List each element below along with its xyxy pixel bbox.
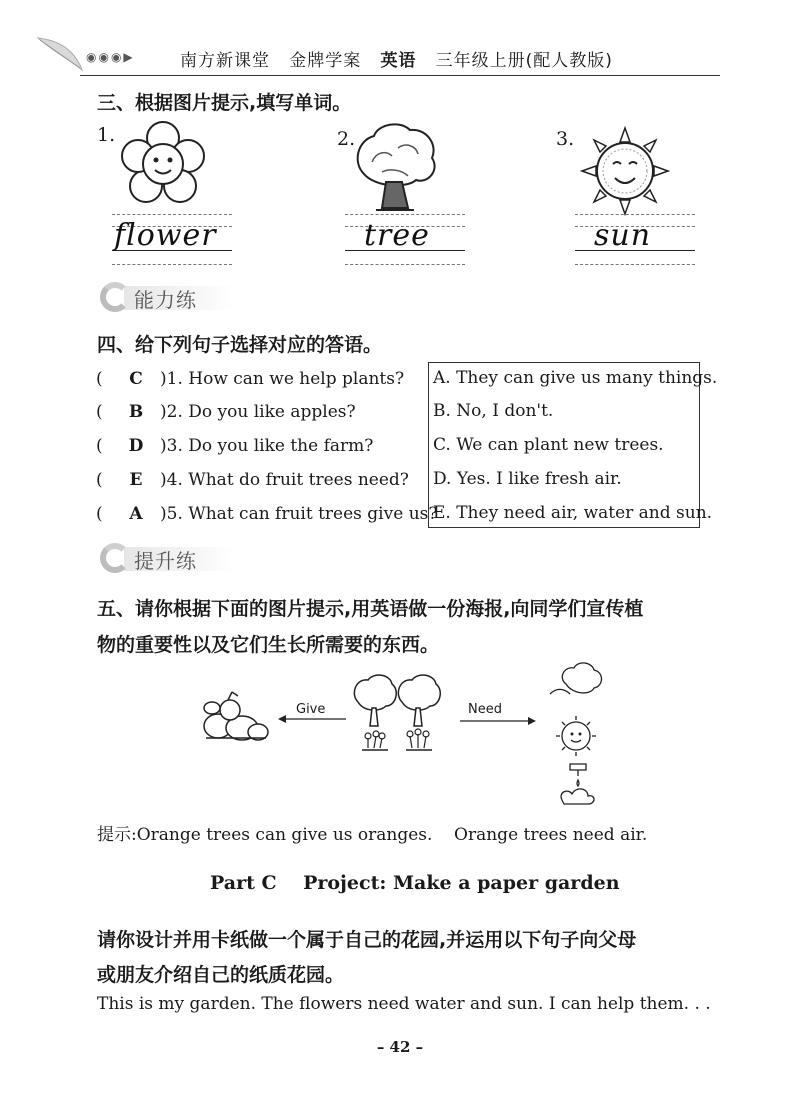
header-dots-icon: ◉◉◉▶ (86, 50, 135, 64)
section5-line2: 物的重要性以及它们生长所需要的东西。 (97, 634, 440, 656)
flower-icon (118, 120, 208, 210)
question-text: )5. What can fruit trees give us? (160, 504, 438, 524)
option-a: A. They can give us many things. (433, 368, 718, 388)
item3-number: 3. (556, 128, 575, 150)
question-row: ( D )3. Do you like the farm? (96, 436, 374, 456)
question-row: ( C )1. How can we help plants? (96, 369, 405, 389)
need-label: Need (468, 702, 502, 717)
question-answer: D (128, 436, 144, 456)
crescent-icon (100, 543, 130, 573)
question-text: )2. Do you like apples? (160, 402, 356, 422)
item2-number: 2. (337, 128, 356, 150)
header-publisher: 南方新课堂 (180, 51, 270, 71)
give-label: Give (296, 702, 326, 717)
item3-answer: sun (594, 218, 652, 253)
partc-title: Part C Project: Make a paper garden (210, 872, 620, 894)
banner-improve-label: 提升练 (134, 549, 197, 573)
option-b: B. No, I don't. (433, 401, 554, 421)
question-text: )4. What do fruit trees need? (160, 470, 409, 490)
partc-example: This is my garden. The flowers need water and sun. I can help them. . . (97, 994, 711, 1014)
page-number: – 42 – (376, 1038, 424, 1056)
section4-title: 四、给下列句子选择对应的答语。 (97, 334, 383, 356)
feather-icon (36, 34, 86, 74)
question-answer: B (128, 402, 144, 422)
section5-line1: 五、请你根据下面的图片提示,用英语做一份海报,向同学们宣传植 (97, 598, 644, 620)
option-d: D. Yes. I like fresh air. (433, 469, 622, 489)
question-answer: E (129, 470, 143, 490)
trees-flowers-icon (350, 672, 450, 754)
question-row: ( B )2. Do you like apples? (96, 402, 356, 422)
answer-options-box (428, 362, 718, 528)
tree-icon (352, 122, 438, 214)
header-subject: 英语 (380, 51, 417, 71)
option-e: E. They need air, water and sun. (433, 503, 713, 523)
partc-line2: 或朋友介绍自己的纸质花园。 (97, 964, 345, 986)
fruit-basket-icon (198, 690, 270, 746)
section3-title: 三、根据图片提示,填写单词。 (97, 92, 352, 114)
question-answer: C (129, 369, 143, 389)
banner-ability (98, 280, 248, 314)
item2-answer: tree (364, 218, 430, 253)
partc-line1: 请你设计并用卡纸做一个属于自己的花园,并运用以下句子向父母 (97, 929, 637, 951)
banner-ability-label: 能力练 (134, 288, 197, 312)
question-text: )3. Do you like the farm? (160, 436, 374, 456)
header-series: 金牌学案 (289, 51, 362, 71)
option-c: C. We can plant new trees. (433, 435, 664, 455)
air-sun-water-icon (548, 660, 608, 806)
question-text: )1. How can we help plants? (160, 369, 405, 389)
page-header (0, 0, 800, 80)
item1-number: 1. (97, 124, 116, 146)
header-grade: 三年级上册(配人教版) (435, 51, 613, 71)
header-title (180, 46, 613, 71)
banner-improve (98, 541, 248, 575)
item1-answer: flower (114, 218, 217, 253)
section5-hint: 提示:Orange trees can give us oranges. Orange trees need air. (97, 825, 648, 845)
sun-icon (580, 126, 670, 216)
header-rule (80, 75, 720, 76)
question-answer: A (129, 504, 143, 524)
question-row: ( A )5. What can fruit trees give us? (96, 504, 438, 524)
crescent-icon (100, 282, 130, 312)
question-row: ( E )4. What do fruit trees need? (96, 470, 409, 490)
